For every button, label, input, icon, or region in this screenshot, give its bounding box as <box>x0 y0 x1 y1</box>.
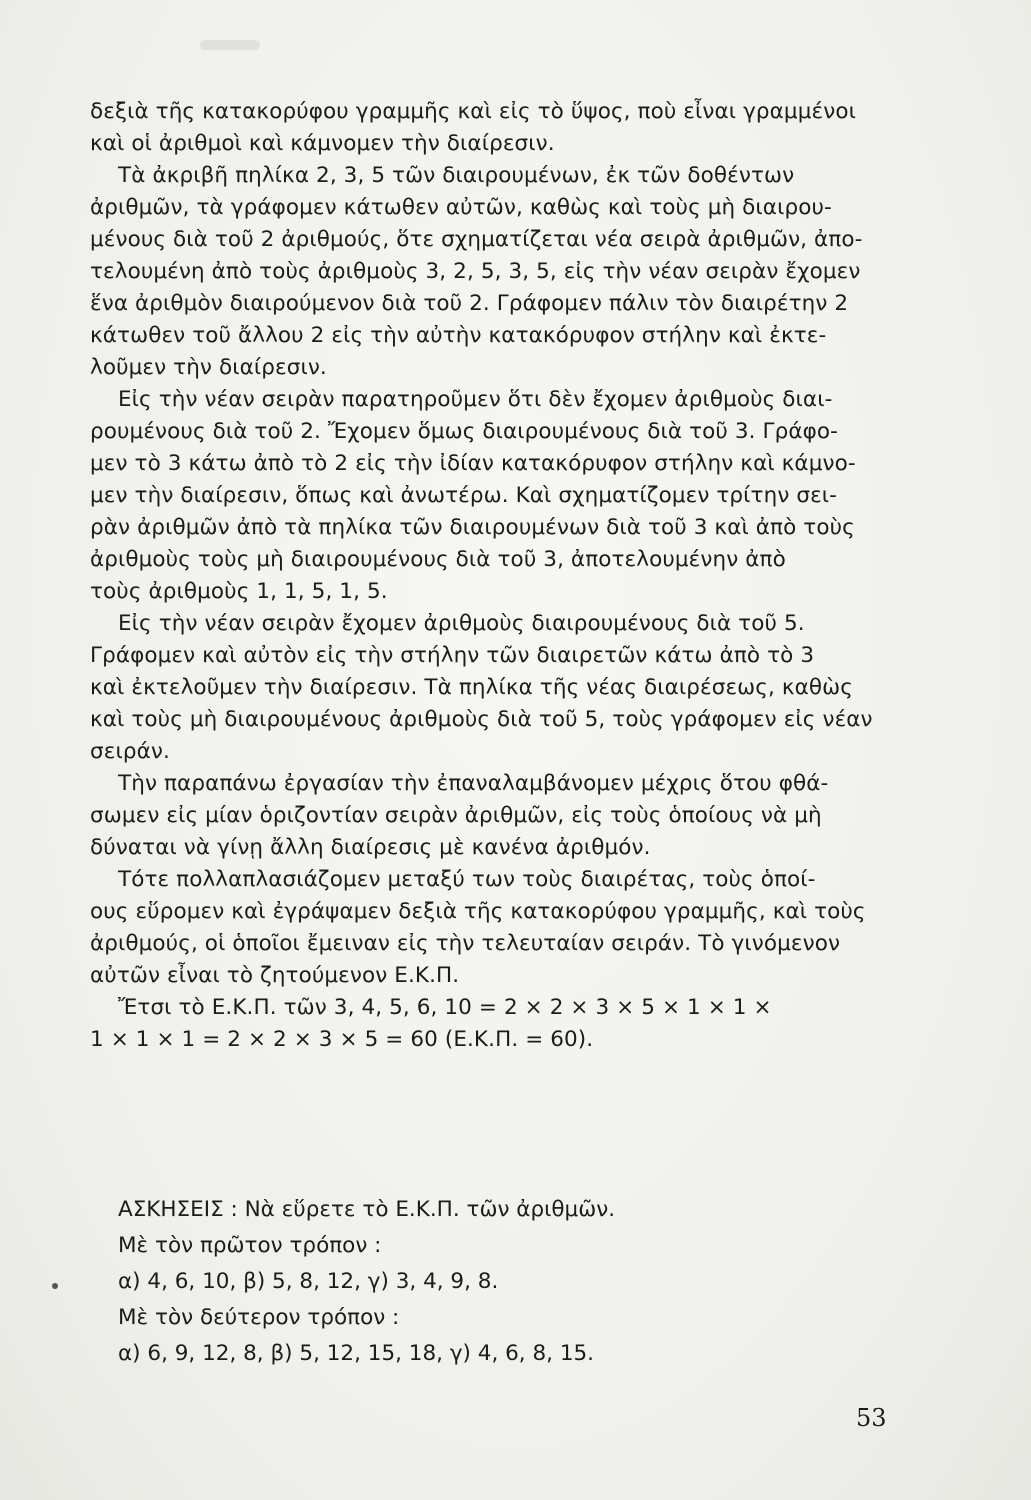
text-line: Ἔτσι τὸ Ε.Κ.Π. τῶν 3, 4, 5, 6, 10 = 2 × 2 × 3 × 5 × 1 × 1 × <box>118 995 772 1020</box>
text-line: μεν τὸ 3 κάτω ἀπὸ τὸ 2 εἰς τὴν ἰδίαν κατακόρυφον στήλην καὶ κάμνο- <box>90 451 856 476</box>
text-line: καὶ ἐκτελοῦμεν τὴν διαίρεσιν. Τὰ πηλίκα τῆς νέας διαιρέσεως, καθὼς <box>90 675 853 700</box>
text-line: Τότε πολλαπλασιάζομεν μεταξύ των τοὺς διαιρέτας, τοὺς ὁποί- <box>118 867 816 892</box>
exercises-section <box>90 1192 880 1372</box>
text-line: δύναται νὰ γίνῃ ἄλλη διαίρεσις μὲ κανένα ἀριθμόν. <box>90 835 651 860</box>
first-method-items: α) 4, 6, 10, β) 5, 8, 12, γ) 3, 4, 9, 8. <box>118 1269 499 1294</box>
text-line: ἀριθμῶν, τὰ γράφομεν κάτωθεν αὐτῶν, καθὼς καὶ τοὺς μὴ διαιρου- <box>90 195 832 220</box>
first-method-label: Μὲ τὸν πρῶτον τρόπον : <box>118 1233 382 1258</box>
text-line: κάτωθεν τοῦ ἄλλου 2 εἰς τὴν αὐτὴν κατακόρυφον στήλην καὶ ἐκτε- <box>90 323 827 348</box>
text-line: σωμεν εἰς μίαν ὁριζοντίαν σειρὰν ἀριθμῶν, εἰς τοὺς ὁποίους νὰ μὴ <box>90 803 822 828</box>
text-line: ἕνα ἀριθμὸν διαιρούμενον διὰ τοῦ 2. Γράφομεν πάλιν τὸν διαιρέτην 2 <box>90 291 849 316</box>
body-text <box>90 96 880 1056</box>
exercises-heading: ΑΣΚΗΣΕΙΣ : Νὰ εὕρετε τὸ Ε.Κ.Π. τῶν ἀριθμῶν. <box>118 1197 616 1222</box>
text-line: Γράφομεν καὶ αὐτὸν εἰς τὴν στήλην τῶν διαιρετῶν κάτω ἀπὸ τὸ 3 <box>90 643 815 668</box>
text-line: ἀριθμοὺς τοὺς μὴ διαιρουμένους διὰ τοῦ 3, ἀποτελουμένην ἀπὸ <box>90 547 786 572</box>
margin-dot <box>52 1283 58 1289</box>
text-line: τοὺς ἀριθμοὺς 1, 1, 5, 1, 5. <box>90 579 388 604</box>
text-line: καὶ τοὺς μὴ διαιρουμένους ἀριθμοὺς διὰ τοῦ 5, τοὺς γράφομεν εἰς νέαν <box>90 707 873 732</box>
text-line: μένους διὰ τοῦ 2 ἀριθμούς, ὅτε σχηματίζεται νέα σειρὰ ἀριθμῶν, ἀπο- <box>90 227 863 252</box>
page-smudge <box>200 40 260 50</box>
page-number: 53 <box>856 1404 887 1432</box>
text-line: μεν τὴν διαίρεσιν, ὅπως καὶ ἀνωτέρω. Καὶ σχηματίζομεν τρίτην σει- <box>90 483 838 508</box>
text-line: ρὰν ἀριθμῶν ἀπὸ τὰ πηλίκα τῶν διαιρουμένων διὰ τοῦ 3 καὶ ἀπὸ τοὺς <box>90 515 855 540</box>
text-line: Τὰ ἀκριβῆ πηλίκα 2, 3, 5 τῶν διαιρουμένων, ἐκ τῶν δοθέντων <box>118 163 795 188</box>
text-line: αὐτῶν εἶναι τὸ ζητούμενον Ε.Κ.Π. <box>90 963 460 988</box>
text-line: 1 × 1 × 1 = 2 × 2 × 3 × 5 = 60 (Ε.Κ.Π. = 60). <box>90 1027 594 1052</box>
second-method-items: α) 6, 9, 12, 8, β) 5, 12, 15, 18, γ) 4, 6, 8, 15. <box>118 1341 595 1366</box>
text-line: λοῦμεν τὴν διαίρεσιν. <box>90 355 327 380</box>
text-line: ἀριθμούς, οἱ ὁποῖοι ἔμειναν εἰς τὴν τελευταίαν σειράν. Τὸ γινόμενον <box>90 931 841 956</box>
text-line: Εἰς τὴν νέαν σειρὰν παρατηροῦμεν ὅτι δὲν ἔχομεν ἀριθμοὺς διαι- <box>118 387 833 412</box>
text-line: Τὴν παραπάνω ἐργασίαν τὴν ἐπαναλαμβάνομεν μέχρις ὅτου φθά- <box>118 771 829 796</box>
text-line: τελουμένη ἀπὸ τοὺς ἀριθμοὺς 3, 2, 5, 3, 5, εἰς τὴν νέαν σειρὰν ἔχομεν <box>90 259 861 284</box>
text-line: ους εὕρομεν καὶ ἐγράψαμεν δεξιὰ τῆς κατακορύφου γραμμῆς, καὶ τοὺς <box>90 899 866 924</box>
second-method-label: Μὲ τὸν δεύτερον τρόπον : <box>118 1305 400 1330</box>
text-line: καὶ οἱ ἀριθμοὶ καὶ κάμνομεν τὴν διαίρεσιν. <box>90 131 555 156</box>
text-line: σειράν. <box>90 739 170 764</box>
text-line: Εἰς τὴν νέαν σειρὰν ἔχομεν ἀριθμοὺς διαιρουμένους διὰ τοῦ 5. <box>118 611 805 636</box>
text-line: ρουμένους διὰ τοῦ 2. Ἔχομεν ὅμως διαιρουμένους διὰ τοῦ 3. Γράφο- <box>90 419 839 444</box>
text-line: δεξιὰ τῆς κατακορύφου γραμμῆς καὶ εἰς τὸ ὕψος, ποὺ εἶναι γραμμένοι <box>90 99 856 124</box>
